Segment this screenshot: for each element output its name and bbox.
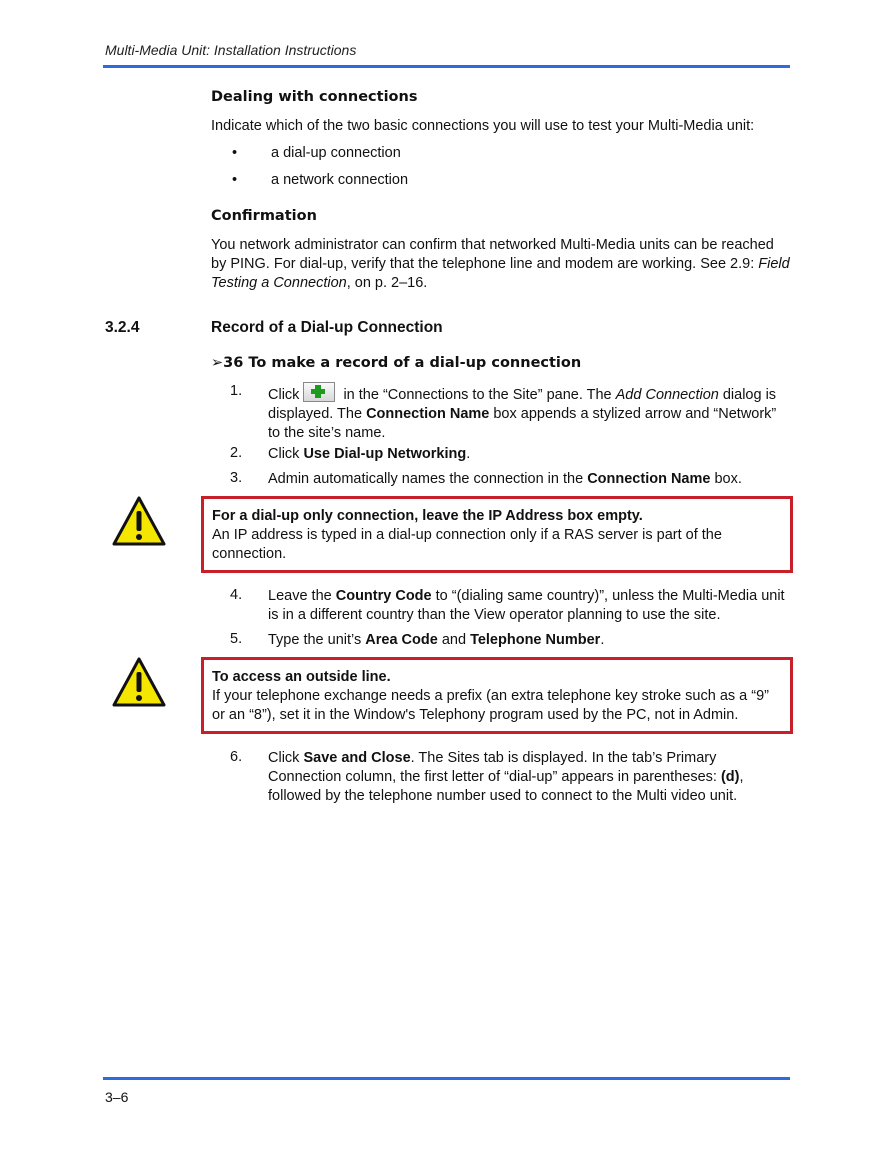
step-number: 3. (230, 470, 243, 486)
confirmation-text: You network administrator can confirm that networked Multi-Media units can be reached by PING. For dial-up, verify that the telephone line and modem are working. See 2.9: Field Testing a Connection, on p. 2–16. (211, 237, 790, 291)
step-1: Click in the “Connections to the Site” pane. The Add Connection dialog is displayed. The Connection Name box appends a stylized arrow and “Network” to the site’s name. (268, 382, 788, 443)
add-connection-icon[interactable] (303, 382, 335, 402)
running-header: Multi-Media Unit: Installation Instructions (105, 42, 357, 58)
warning-icon (112, 656, 166, 708)
warning-icon (112, 495, 166, 547)
footer-rule (103, 1077, 790, 1080)
step-number: 2. (230, 445, 243, 461)
step-2: Click Use Dial-up Networking. (268, 446, 471, 462)
connections-heading: Dealing with connections (211, 89, 418, 105)
bullet-marker: • (232, 172, 238, 188)
step-number: 4. (230, 587, 243, 603)
section-number: 3.2.4 (105, 319, 140, 336)
header-rule (103, 65, 790, 68)
note-body: If your telephone exchange needs a prefix (an extra telephone key stroke such as a “9” or an “8”), set it in the Window's Telephony program used by the PC, not in Admin. (212, 688, 769, 723)
bullet-item: a dial-up connection (271, 145, 401, 161)
confirmation-heading: Confirmation (211, 208, 317, 224)
connections-intro: Indicate which of the two basic connections you will use to test your Multi-Media unit: (211, 118, 755, 134)
cross-reference: Field Testing a Connection (211, 256, 790, 291)
procedure-title: ➢36 To make a record of a dial-up connection (211, 355, 582, 371)
note-body: An IP address is typed in a dial-up connection only if a RAS server is part of the connection. (212, 527, 722, 562)
note-title: For a dial-up only connection, leave the IP Address box empty. (212, 508, 643, 524)
step-number: 5. (230, 631, 243, 647)
step-6: Click Save and Close. The Sites tab is displayed. In the tab’s Primary Connection column, the first letter of “dial-up” appears in parentheses: (d), followed by the telephone number used to connect to the Multi video unit. (268, 750, 744, 804)
page-number: 3–6 (105, 1089, 129, 1105)
step-5: Type the unit’s Area Code and Telephone Number. (268, 632, 605, 648)
section-title: Record of a Dial-up Connection (211, 319, 443, 336)
step-number: 1. (230, 383, 243, 399)
bullet-marker: • (232, 145, 238, 161)
step-3: Admin automatically names the connection in the Connection Name box. (268, 471, 742, 487)
note-box (201, 657, 793, 734)
arrow-bullet-icon: ➢ (211, 355, 224, 371)
note-title: To access an outside line. (212, 669, 391, 685)
step-number: 6. (230, 749, 243, 765)
note-box (201, 496, 793, 573)
bullet-item: a network connection (271, 172, 409, 188)
step-4: Leave the Country Code to “(dialing same country)”, unless the Multi-Media unit is in a different country than the View operator planning to use the site. (268, 588, 785, 623)
